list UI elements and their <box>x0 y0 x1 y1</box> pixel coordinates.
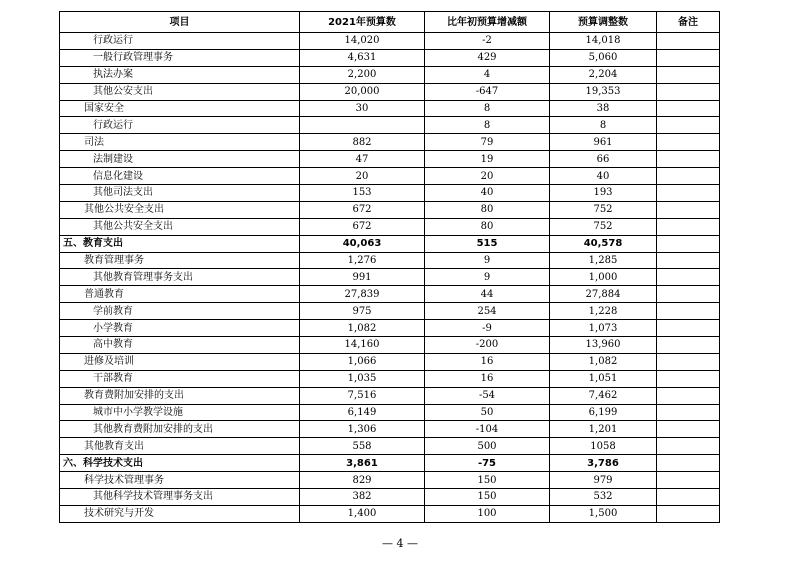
budget-cell: 20 <box>300 168 425 185</box>
item-name-cell: 教育管理事务 <box>60 252 300 269</box>
change-cell: -647 <box>425 83 550 100</box>
table-row <box>60 320 720 337</box>
adjusted-cell: 2,204 <box>550 66 657 83</box>
adjusted-cell: 8 <box>550 117 657 134</box>
note-cell <box>657 100 720 117</box>
budget-cell: 975 <box>300 303 425 320</box>
table-row <box>60 235 720 252</box>
change-cell: -2 <box>425 33 550 50</box>
budget-cell: 672 <box>300 201 425 218</box>
note-cell <box>657 151 720 168</box>
change-cell: 429 <box>425 49 550 66</box>
adjusted-cell: 193 <box>550 185 657 202</box>
adjusted-cell: 1,000 <box>550 269 657 286</box>
budget-cell: 7,516 <box>300 387 425 404</box>
note-cell <box>657 66 720 83</box>
item-name-cell: 行政运行 <box>60 117 300 134</box>
note-cell <box>657 489 720 506</box>
item-name-cell: 普通教育 <box>60 286 300 303</box>
budget-cell: 1,035 <box>300 370 425 387</box>
item-name-cell: 技术研究与开发 <box>60 505 300 522</box>
budget-cell: 47 <box>300 151 425 168</box>
table-row <box>60 472 720 489</box>
budget-cell <box>300 117 425 134</box>
change-cell: 150 <box>425 489 550 506</box>
budget-cell: 2,200 <box>300 66 425 83</box>
adjusted-cell: 13,960 <box>550 337 657 354</box>
table-row <box>60 505 720 522</box>
adjusted-cell: 752 <box>550 218 657 235</box>
adjusted-cell: 14,018 <box>550 33 657 50</box>
adjusted-cell: 1,201 <box>550 421 657 438</box>
budget-cell: 3,861 <box>300 455 425 472</box>
change-cell: 100 <box>425 505 550 522</box>
note-cell <box>657 49 720 66</box>
change-cell: 9 <box>425 252 550 269</box>
change-cell: -75 <box>425 455 550 472</box>
note-cell <box>657 218 720 235</box>
budget-cell: 14,020 <box>300 33 425 50</box>
note-cell <box>657 303 720 320</box>
change-cell: 80 <box>425 218 550 235</box>
note-cell <box>657 438 720 455</box>
item-name-cell: 司法 <box>60 134 300 151</box>
table-row <box>60 151 720 168</box>
item-name-cell: 法制建设 <box>60 151 300 168</box>
note-cell <box>657 505 720 522</box>
change-cell: 500 <box>425 438 550 455</box>
item-name-cell: 其他科学技术管理事务支出 <box>60 489 300 506</box>
note-cell <box>657 320 720 337</box>
change-cell: 79 <box>425 134 550 151</box>
change-cell: 4 <box>425 66 550 83</box>
table-row <box>60 370 720 387</box>
change-cell: 50 <box>425 404 550 421</box>
change-cell: 16 <box>425 370 550 387</box>
item-name-cell: 其他教育费附加安排的支出 <box>60 421 300 438</box>
budget-cell: 1,082 <box>300 320 425 337</box>
adjusted-cell: 38 <box>550 100 657 117</box>
adjusted-cell: 40 <box>550 168 657 185</box>
budget-cell: 4,631 <box>300 49 425 66</box>
adjusted-cell: 1,051 <box>550 370 657 387</box>
table-row <box>60 438 720 455</box>
note-cell <box>657 387 720 404</box>
note-cell <box>657 404 720 421</box>
budget-cell: 153 <box>300 185 425 202</box>
item-name-cell: 干部教育 <box>60 370 300 387</box>
budget-cell: 6,149 <box>300 404 425 421</box>
table-row <box>60 404 720 421</box>
adjusted-cell: 5,060 <box>550 49 657 66</box>
item-name-cell: 其他司法支出 <box>60 185 300 202</box>
note-cell <box>657 201 720 218</box>
table-row <box>60 49 720 66</box>
table-row <box>60 286 720 303</box>
note-cell <box>657 269 720 286</box>
change-cell: 515 <box>425 235 550 252</box>
budget-cell: 1,306 <box>300 421 425 438</box>
table-row <box>60 353 720 370</box>
header-row <box>60 12 720 33</box>
adjusted-cell: 1,082 <box>550 353 657 370</box>
note-cell <box>657 472 720 489</box>
note-cell <box>657 33 720 50</box>
change-cell: 44 <box>425 286 550 303</box>
header-change: 比年初预算增减额 <box>425 12 550 33</box>
item-name-cell: 高中教育 <box>60 337 300 354</box>
note-cell <box>657 337 720 354</box>
budget-cell: 882 <box>300 134 425 151</box>
adjusted-cell: 1,073 <box>550 320 657 337</box>
item-name-cell: 其他公共安全支出 <box>60 201 300 218</box>
adjusted-cell: 19,353 <box>550 83 657 100</box>
change-cell: -9 <box>425 320 550 337</box>
item-name-cell: 城市中小学教学设施 <box>60 404 300 421</box>
budget-cell: 558 <box>300 438 425 455</box>
adjusted-cell: 752 <box>550 201 657 218</box>
budget-cell: 991 <box>300 269 425 286</box>
item-name-cell: 国家安全 <box>60 100 300 117</box>
adjusted-cell: 532 <box>550 489 657 506</box>
header-item: 项目 <box>60 12 300 33</box>
table-row <box>60 185 720 202</box>
adjusted-cell: 40,578 <box>550 235 657 252</box>
note-cell <box>657 83 720 100</box>
note-cell <box>657 421 720 438</box>
item-name-cell: 其他教育管理事务支出 <box>60 269 300 286</box>
table-row <box>60 100 720 117</box>
table-row <box>60 117 720 134</box>
change-cell: 40 <box>425 185 550 202</box>
change-cell: -104 <box>425 421 550 438</box>
item-name-cell: 小学教育 <box>60 320 300 337</box>
adjusted-cell: 6,199 <box>550 404 657 421</box>
adjusted-cell: 66 <box>550 151 657 168</box>
adjusted-cell: 7,462 <box>550 387 657 404</box>
change-cell: 254 <box>425 303 550 320</box>
budget-table <box>59 11 720 523</box>
page-number: — 4 — <box>382 537 418 550</box>
header-adjusted: 预算调整数 <box>550 12 657 33</box>
budget-cell: 382 <box>300 489 425 506</box>
change-cell: 20 <box>425 168 550 185</box>
adjusted-cell: 1,285 <box>550 252 657 269</box>
table-row <box>60 134 720 151</box>
table-row <box>60 252 720 269</box>
note-cell <box>657 455 720 472</box>
header-note: 备注 <box>657 12 720 33</box>
adjusted-cell: 3,786 <box>550 455 657 472</box>
item-name-cell: 六、科学技术支出 <box>60 455 300 472</box>
item-name-cell: 教育费附加安排的支出 <box>60 387 300 404</box>
table-row <box>60 455 720 472</box>
change-cell: 8 <box>425 100 550 117</box>
table-header <box>60 12 720 33</box>
note-cell <box>657 168 720 185</box>
header-budget-2021: 2021年预算数 <box>300 12 425 33</box>
budget-cell: 829 <box>300 472 425 489</box>
note-cell <box>657 134 720 151</box>
item-name-cell: 学前教育 <box>60 303 300 320</box>
adjusted-cell: 1,500 <box>550 505 657 522</box>
table-row <box>60 387 720 404</box>
change-cell: 9 <box>425 269 550 286</box>
note-cell <box>657 252 720 269</box>
budget-cell: 1,276 <box>300 252 425 269</box>
budget-cell: 40,063 <box>300 235 425 252</box>
change-cell: 19 <box>425 151 550 168</box>
note-cell <box>657 117 720 134</box>
note-cell <box>657 286 720 303</box>
table-row <box>60 303 720 320</box>
change-cell: 8 <box>425 117 550 134</box>
budget-cell: 20,000 <box>300 83 425 100</box>
table-row <box>60 489 720 506</box>
item-name-cell: 执法办案 <box>60 66 300 83</box>
item-name-cell: 其他公安支出 <box>60 83 300 100</box>
adjusted-cell: 979 <box>550 472 657 489</box>
budget-cell: 14,160 <box>300 337 425 354</box>
table-row <box>60 83 720 100</box>
table-row <box>60 269 720 286</box>
adjusted-cell: 1058 <box>550 438 657 455</box>
item-name-cell: 科学技术管理事务 <box>60 472 300 489</box>
item-name-cell: 进修及培训 <box>60 353 300 370</box>
table-row <box>60 337 720 354</box>
table-row <box>60 201 720 218</box>
budget-cell: 27,839 <box>300 286 425 303</box>
item-name-cell: 信息化建设 <box>60 168 300 185</box>
note-cell <box>657 370 720 387</box>
adjusted-cell: 961 <box>550 134 657 151</box>
table-row <box>60 218 720 235</box>
item-name-cell: 五、教育支出 <box>60 235 300 252</box>
table-row <box>60 421 720 438</box>
budget-cell: 672 <box>300 218 425 235</box>
note-cell <box>657 353 720 370</box>
budget-cell: 1,066 <box>300 353 425 370</box>
item-name-cell: 行政运行 <box>60 33 300 50</box>
note-cell <box>657 185 720 202</box>
note-cell <box>657 235 720 252</box>
change-cell: 80 <box>425 201 550 218</box>
item-name-cell: 其他公共安全支出 <box>60 218 300 235</box>
item-name-cell: 一般行政管理事务 <box>60 49 300 66</box>
adjusted-cell: 1,228 <box>550 303 657 320</box>
budget-cell: 1,400 <box>300 505 425 522</box>
change-cell: 150 <box>425 472 550 489</box>
change-cell: -200 <box>425 337 550 354</box>
change-cell: -54 <box>425 387 550 404</box>
item-name-cell: 其他教育支出 <box>60 438 300 455</box>
table-row <box>60 33 720 50</box>
adjusted-cell: 27,884 <box>550 286 657 303</box>
table-body <box>60 33 720 523</box>
table-row <box>60 66 720 83</box>
change-cell: 16 <box>425 353 550 370</box>
table-row <box>60 168 720 185</box>
budget-cell: 30 <box>300 100 425 117</box>
